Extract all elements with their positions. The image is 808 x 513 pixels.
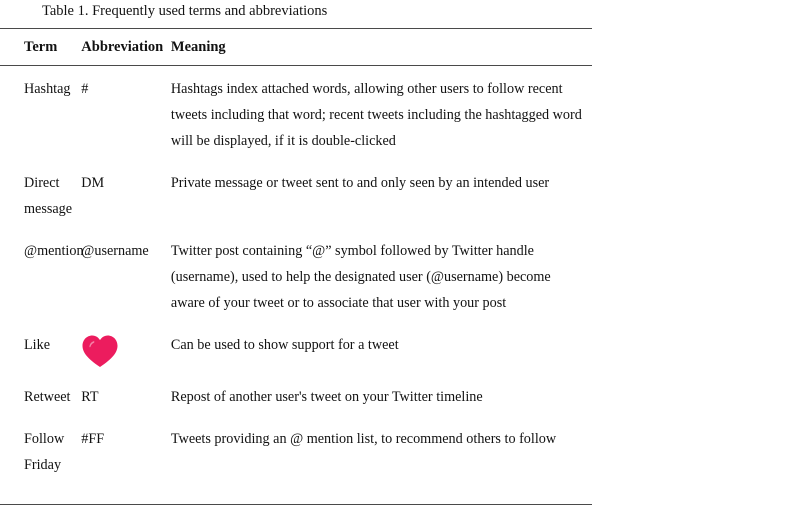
table-row: [0, 374, 592, 416]
table-header: [0, 29, 592, 66]
table-row: [0, 322, 592, 374]
table-body: [0, 66, 592, 491]
cell-term: Hashtag: [24, 81, 71, 97]
cell-abbreviation: #FF: [81, 431, 105, 447]
table-row: [0, 66, 592, 161]
cell-abbreviation: DM: [81, 175, 105, 191]
table-bottom-rule: [0, 504, 592, 505]
cell-meaning: Hashtags index attached words, allowing other users to follow recent tweets including that word; recent tweets including the hashtagged word will be displayed, if it is double-clicked: [170, 81, 582, 149]
cell-term: Follow Friday: [24, 431, 65, 473]
cell-abbreviation: #: [81, 81, 89, 97]
table-caption: Table 1. Frequently used terms and abbreviations: [42, 3, 328, 19]
cell-abbreviation: @username: [81, 243, 149, 259]
table-row: [0, 160, 592, 228]
column-header-meaning: Meaning: [171, 29, 592, 66]
cell-abbreviation-icon: [81, 322, 171, 374]
cell-meaning: Twitter post containing “@” symbol followed by Twitter handle (username), used to help the designated user (@username) become aware of your tweet or to associate that user with your post: [170, 243, 551, 311]
table-header-row: [0, 29, 592, 66]
cell-meaning: Tweets providing an @ mention list, to recommend others to follow: [170, 431, 557, 447]
table-row: [0, 228, 592, 322]
terms-table: [0, 28, 592, 490]
cell-meaning: Repost of another user's tweet on your Twitter timeline: [170, 389, 483, 405]
table-row: [0, 416, 592, 490]
cell-meaning: Can be used to show support for a tweet: [170, 337, 399, 353]
cell-term: Direct message: [24, 175, 73, 217]
cell-abbreviation: RT: [81, 389, 99, 405]
heart-icon: [81, 334, 119, 368]
cell-meaning: Private message or tweet sent to and only seen by an intended user: [170, 175, 550, 191]
column-header-abbreviation: Abbreviation: [81, 29, 171, 66]
cell-term: Retweet: [24, 389, 71, 405]
cell-term: Like: [24, 337, 50, 353]
cell-term: @mention: [24, 243, 84, 259]
column-header-term: Term: [0, 29, 81, 66]
